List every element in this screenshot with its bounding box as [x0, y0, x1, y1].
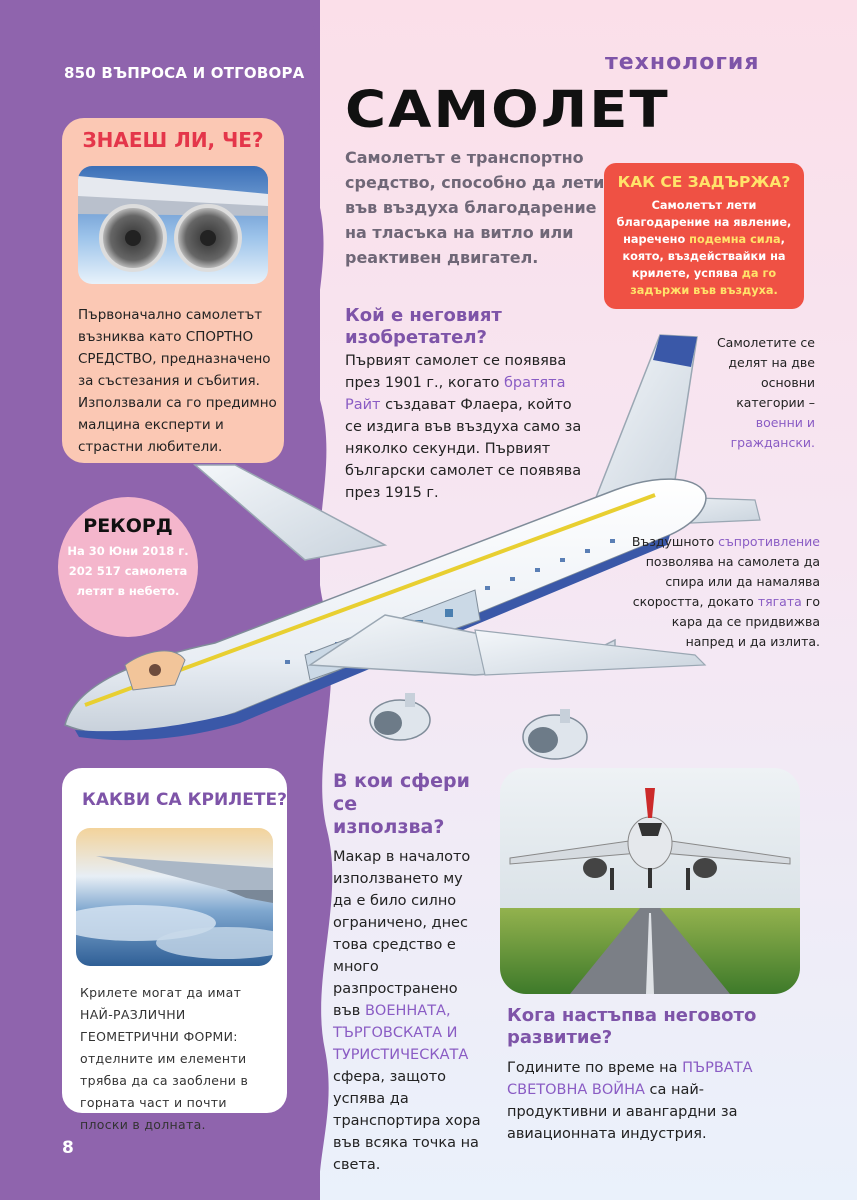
development-text	[507, 1057, 802, 1145]
usage-text	[333, 846, 483, 1176]
usage-text-after: сфера, защото успява да транспортира хора във всяка точка на света.	[333, 1069, 481, 1173]
wings-card	[62, 768, 287, 1132]
thrust-highlight: тягата	[757, 594, 802, 609]
jet-engines-photo	[78, 166, 268, 284]
intro-paragraph: Самолетът е транспортно средство, способно да лети във въздуха благодарение на тласъка на витло или реактивен двигател.	[345, 148, 605, 267]
wings-text: Крилете могат да имат НАЙ-РАЗЛИЧНИ ГЕОМЕТРИЧНИ ФОРМИ: отделните им елементи трябва да са заоблени в горната част и почти плоски в долната.	[80, 985, 249, 1132]
how-held-heading: КАК СЕ ЗАДЪРЖА?	[617, 173, 791, 191]
page-number: 8	[62, 1138, 74, 1158]
section-category: технология	[605, 50, 760, 75]
drag-note	[620, 532, 820, 652]
drag-highlight: съпротивление	[718, 534, 820, 549]
ww1-highlight: ПЪРВАТА СВЕТОВНА ВОЙНА	[507, 1060, 753, 1098]
development-text-after: са най-продуктивни и авангардни за авиационната индустрия.	[507, 1082, 738, 1142]
wing-over-clouds-photo	[76, 828, 273, 966]
how-held-text-1: Самолетът лети благодарение на явление, наречено	[616, 199, 792, 246]
book-series-title: 850 ВЪПРОСА И ОТГОВОРА	[64, 64, 305, 82]
wright-brothers-highlight: братята Райт	[345, 375, 566, 413]
inventor-text-before: Първият самолет се появява през 1901 г., когато	[345, 353, 567, 391]
inventor-text-after: създават Флаера, който се издига във въздуха само за няколко секунди. Първият български самолет се появява през 1915 г.	[345, 397, 582, 501]
record-text: На 30 Юни 2018 г. 202 517 самолета летят в небето.	[67, 544, 189, 598]
categories-highlight: военни и граждански.	[730, 415, 815, 450]
development-heading: Кога настъпва неговото развитие?	[507, 1005, 757, 1048]
hold-highlight: да го задържи във въздуха.	[630, 267, 778, 297]
how-held-box	[604, 163, 804, 309]
categories-note-text: Самолетите се делят на две основни категории –	[716, 335, 815, 410]
drag-note-text-2: позволява на самолета да спира или да намалява скоростта, докато	[632, 554, 820, 609]
inventor-heading: Кой е неговият изобретател?	[345, 305, 502, 348]
usage-highlight: ВОЕННАТА, ТЪРГОВСКАТА И ТУРИСТИЧЕСКАТА	[333, 1003, 469, 1063]
did-you-know-text: Първоначално самолетът възниква като СПОРТНО СРЕДСТВО, предназначено за състезания и събития. Използвали са го предимно малцина експерти и страстни любители.	[78, 307, 277, 455]
usage-text-before: Макар в началото използването му да е било силно ограничено, днес това средство е много разпространено във	[333, 849, 471, 1019]
record-heading: РЕКОРД	[83, 515, 173, 537]
how-held-text-2: , която, въздействайки на крилете, успява	[622, 233, 786, 280]
drag-note-text-1: Въздушното	[631, 534, 719, 549]
wings-heading: КАКВИ СА КРИЛЕТЕ?	[82, 790, 287, 810]
lift-highlight: подемна сила	[689, 233, 781, 246]
usage-heading: В кои сфери се използва?	[333, 770, 470, 838]
did-you-know-heading: ЗНАЕШ ЛИ, ЧЕ?	[82, 128, 264, 152]
page-title: САМОЛЕТ	[345, 81, 670, 140]
plane-takeoff-photo	[500, 768, 800, 994]
drag-note-text-3: го кара да се придвижва напред и да излита.	[671, 594, 820, 649]
development-text-before: Годините по време на	[507, 1060, 683, 1076]
categories-note	[690, 333, 815, 453]
how-held-text	[612, 197, 796, 299]
